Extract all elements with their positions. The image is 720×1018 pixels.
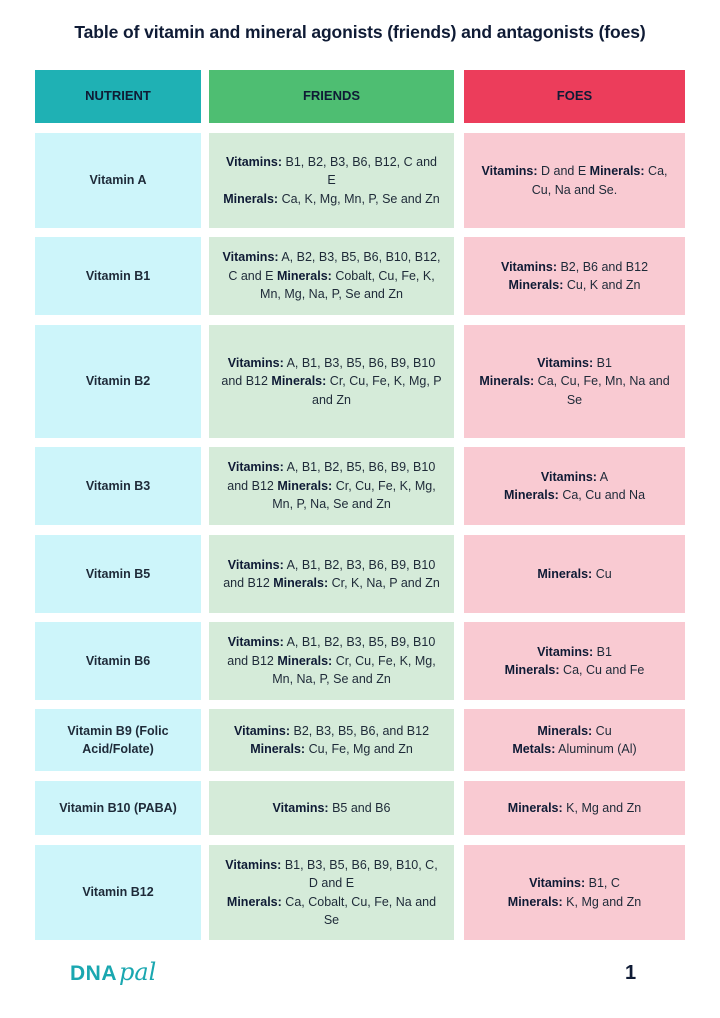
foes-cell	[464, 325, 685, 438]
cell-content	[476, 162, 673, 199]
cell-content	[221, 153, 442, 209]
category-label: Minerals:	[277, 653, 333, 668]
category-items: B1	[593, 644, 612, 659]
category-label: Minerals:	[277, 478, 333, 493]
dnapal-logo	[70, 958, 156, 1002]
friends-cell	[209, 325, 454, 438]
nutrient-name: Vitamin B12	[82, 885, 154, 900]
nutrient-cell	[35, 622, 201, 700]
category-label: Vitamins:	[225, 857, 282, 872]
category-items: B5 and B6	[328, 800, 391, 815]
cell-content	[221, 458, 442, 514]
category-label: Vitamins:	[537, 355, 594, 370]
nutrient-name: Vitamin B6	[85, 653, 151, 668]
category-items: Ca, Cu and Fe	[559, 663, 645, 677]
category-label: Vitamins:	[227, 355, 284, 370]
category-label: Minerals:	[504, 663, 560, 677]
friends-cell	[209, 781, 454, 835]
category-items: A, B1, B2, B3, B6, B9, B10 and B12	[223, 557, 436, 590]
category-items: Cu, Fe, Mg and Zn	[305, 742, 413, 756]
cell-content	[501, 258, 648, 295]
cell-content	[234, 722, 429, 759]
friends-cell	[209, 133, 454, 228]
category-items: B1, C	[585, 876, 620, 890]
category-label: Minerals:	[537, 566, 593, 581]
category-label: Minerals:	[273, 576, 329, 590]
category-items: Cr, Cu, Fe, K, Mg, Mn, Na, P, Se and Zn	[272, 653, 436, 687]
cell-content	[476, 354, 673, 410]
nutrient-cell	[35, 845, 201, 940]
friends-cell	[209, 709, 454, 771]
category-items: Ca, Cu, Na and Se.	[531, 164, 668, 197]
nutrient-cell	[35, 781, 201, 835]
category-items: B1, B3, B5, B6, B9, B10, C, D and E	[281, 857, 438, 890]
category-label: Vitamins:	[227, 460, 284, 475]
category-label: Vitamins:	[481, 164, 538, 178]
page-title: Table of vitamin and mineral agonists (friends) and antagonists (foes)	[74, 22, 646, 42]
cell-content	[221, 633, 442, 689]
friends-cell	[209, 535, 454, 613]
friends-cell	[209, 237, 454, 315]
foes-cell	[464, 447, 685, 525]
nutrient-cell	[35, 325, 201, 438]
category-items: Ca, K, Mg, Mn, P, Se and Zn	[278, 191, 440, 206]
category-items: Ca, Cu, Fe, Mn, Na and Se	[534, 374, 670, 407]
category-label: Minerals:	[223, 191, 279, 206]
category-label: Minerals:	[507, 894, 563, 909]
category-label: Vitamins:	[222, 250, 279, 265]
category-items: B2, B3, B5, B6, and B12	[290, 723, 430, 738]
friends-cell	[209, 622, 454, 700]
category-items: A, B2, B3, B5, B6, B10, B12, C and E	[228, 250, 441, 283]
category-label: Minerals:	[589, 164, 645, 178]
category-items: A, B1, B3, B5, B6, B9, B10 and B12	[221, 355, 436, 389]
friends-cell	[209, 447, 454, 525]
category-label: Vitamins:	[537, 644, 594, 659]
cell-content	[508, 874, 641, 911]
category-items: A, B1, B2, B5, B6, B9, B10 and B12	[227, 460, 436, 493]
nutrient-name: Vitamin B2	[85, 374, 151, 389]
category-label: Vitamins:	[227, 557, 284, 572]
page-number: 1	[625, 962, 637, 984]
logo-dna-text: DNA	[70, 962, 117, 985]
header-friends: FRIENDS	[209, 70, 454, 123]
category-items: B1	[593, 355, 612, 370]
header-nutrient: NUTRIENT	[35, 70, 201, 123]
cell-content	[221, 248, 442, 304]
nutrient-name: Vitamin B3	[85, 478, 151, 493]
category-items: K, Mg and Zn	[562, 800, 642, 815]
category-items: B1, B2, B3, B6, B12, C and E	[282, 154, 437, 188]
nutrient-cell	[35, 535, 201, 613]
category-label: Minerals:	[226, 894, 282, 909]
foes-cell	[464, 535, 685, 613]
nutrient-name: Vitamin B1	[85, 268, 151, 283]
cell-content	[221, 354, 442, 410]
category-items: Cu	[592, 566, 612, 581]
category-label: Vitamins:	[272, 800, 329, 815]
nutrient-name: Vitamin B10 (PABA)	[59, 800, 177, 815]
cell-content	[505, 643, 645, 680]
category-items: Cr, K, Na, P and Zn	[328, 576, 440, 590]
category-label: Minerals:	[276, 268, 332, 283]
category-label: Minerals:	[537, 723, 593, 738]
category-items: Cr, Cu, Fe, K, Mg, P and Zn	[312, 374, 442, 407]
foes-cell	[464, 133, 685, 228]
nutrient-cell	[35, 447, 201, 525]
friends-cell	[209, 845, 454, 940]
nutrient-name: Vitamin A	[89, 173, 147, 188]
category-label: Minerals:	[250, 742, 306, 756]
category-items: B2, B6 and B12	[557, 259, 649, 274]
category-items: Cr, Cu, Fe, K, Mg, Mn, P, Na, Se and Zn	[272, 478, 436, 512]
category-items: Cu	[592, 723, 612, 738]
cell-content	[512, 722, 636, 759]
foes-cell	[464, 845, 685, 940]
category-label: Vitamins:	[500, 259, 557, 274]
category-items: D and E	[537, 164, 590, 178]
category-items: A, B1, B2, B3, B5, B9, B10 and B12	[227, 635, 436, 668]
category-label: Minerals:	[508, 278, 564, 292]
category-items: Ca, Cobalt, Cu, Fe, Na and Se	[281, 894, 437, 927]
cell-content	[508, 799, 641, 818]
cell-content	[221, 556, 442, 593]
foes-cell	[464, 237, 685, 315]
header-foes: FOES	[464, 70, 685, 123]
foes-cell	[464, 709, 685, 771]
category-label: Metals:	[512, 742, 556, 756]
category-label: Minerals:	[271, 374, 327, 389]
category-items: Cu, K and Zn	[563, 278, 641, 292]
nutrient-cell	[35, 133, 201, 228]
category-items: Ca, Cu and Na	[558, 488, 646, 502]
nutrient-cell	[35, 237, 201, 315]
category-label: Vitamins:	[529, 876, 586, 890]
category-label: Minerals:	[479, 374, 535, 389]
cell-content	[537, 565, 611, 584]
nutrient-cell	[35, 709, 201, 771]
category-label: Vitamins:	[233, 723, 291, 738]
category-label: Minerals:	[503, 488, 559, 502]
cell-content	[504, 468, 645, 505]
category-items: K, Mg and Zn	[562, 894, 642, 909]
category-items: A	[596, 469, 609, 484]
category-label: Vitamins:	[227, 635, 284, 650]
nutrient-name: Vitamin B5	[85, 566, 151, 581]
foes-cell	[464, 781, 685, 835]
category-label: Vitamins:	[540, 469, 597, 484]
cell-content	[221, 856, 442, 930]
category-items: Aluminum (Al)	[555, 742, 637, 756]
category-label: Vitamins:	[225, 154, 283, 169]
nutrient-name: Vitamin B9 (Folic Acid/Folate)	[67, 723, 169, 756]
category-label: Minerals:	[507, 800, 563, 815]
logo-pal-text: pal	[119, 958, 157, 986]
foes-cell	[464, 622, 685, 700]
category-items: Cobalt, Cu, Fe, K, Mn, Mg, Na, P, Se and Zn	[260, 268, 435, 302]
cell-content	[273, 799, 391, 818]
